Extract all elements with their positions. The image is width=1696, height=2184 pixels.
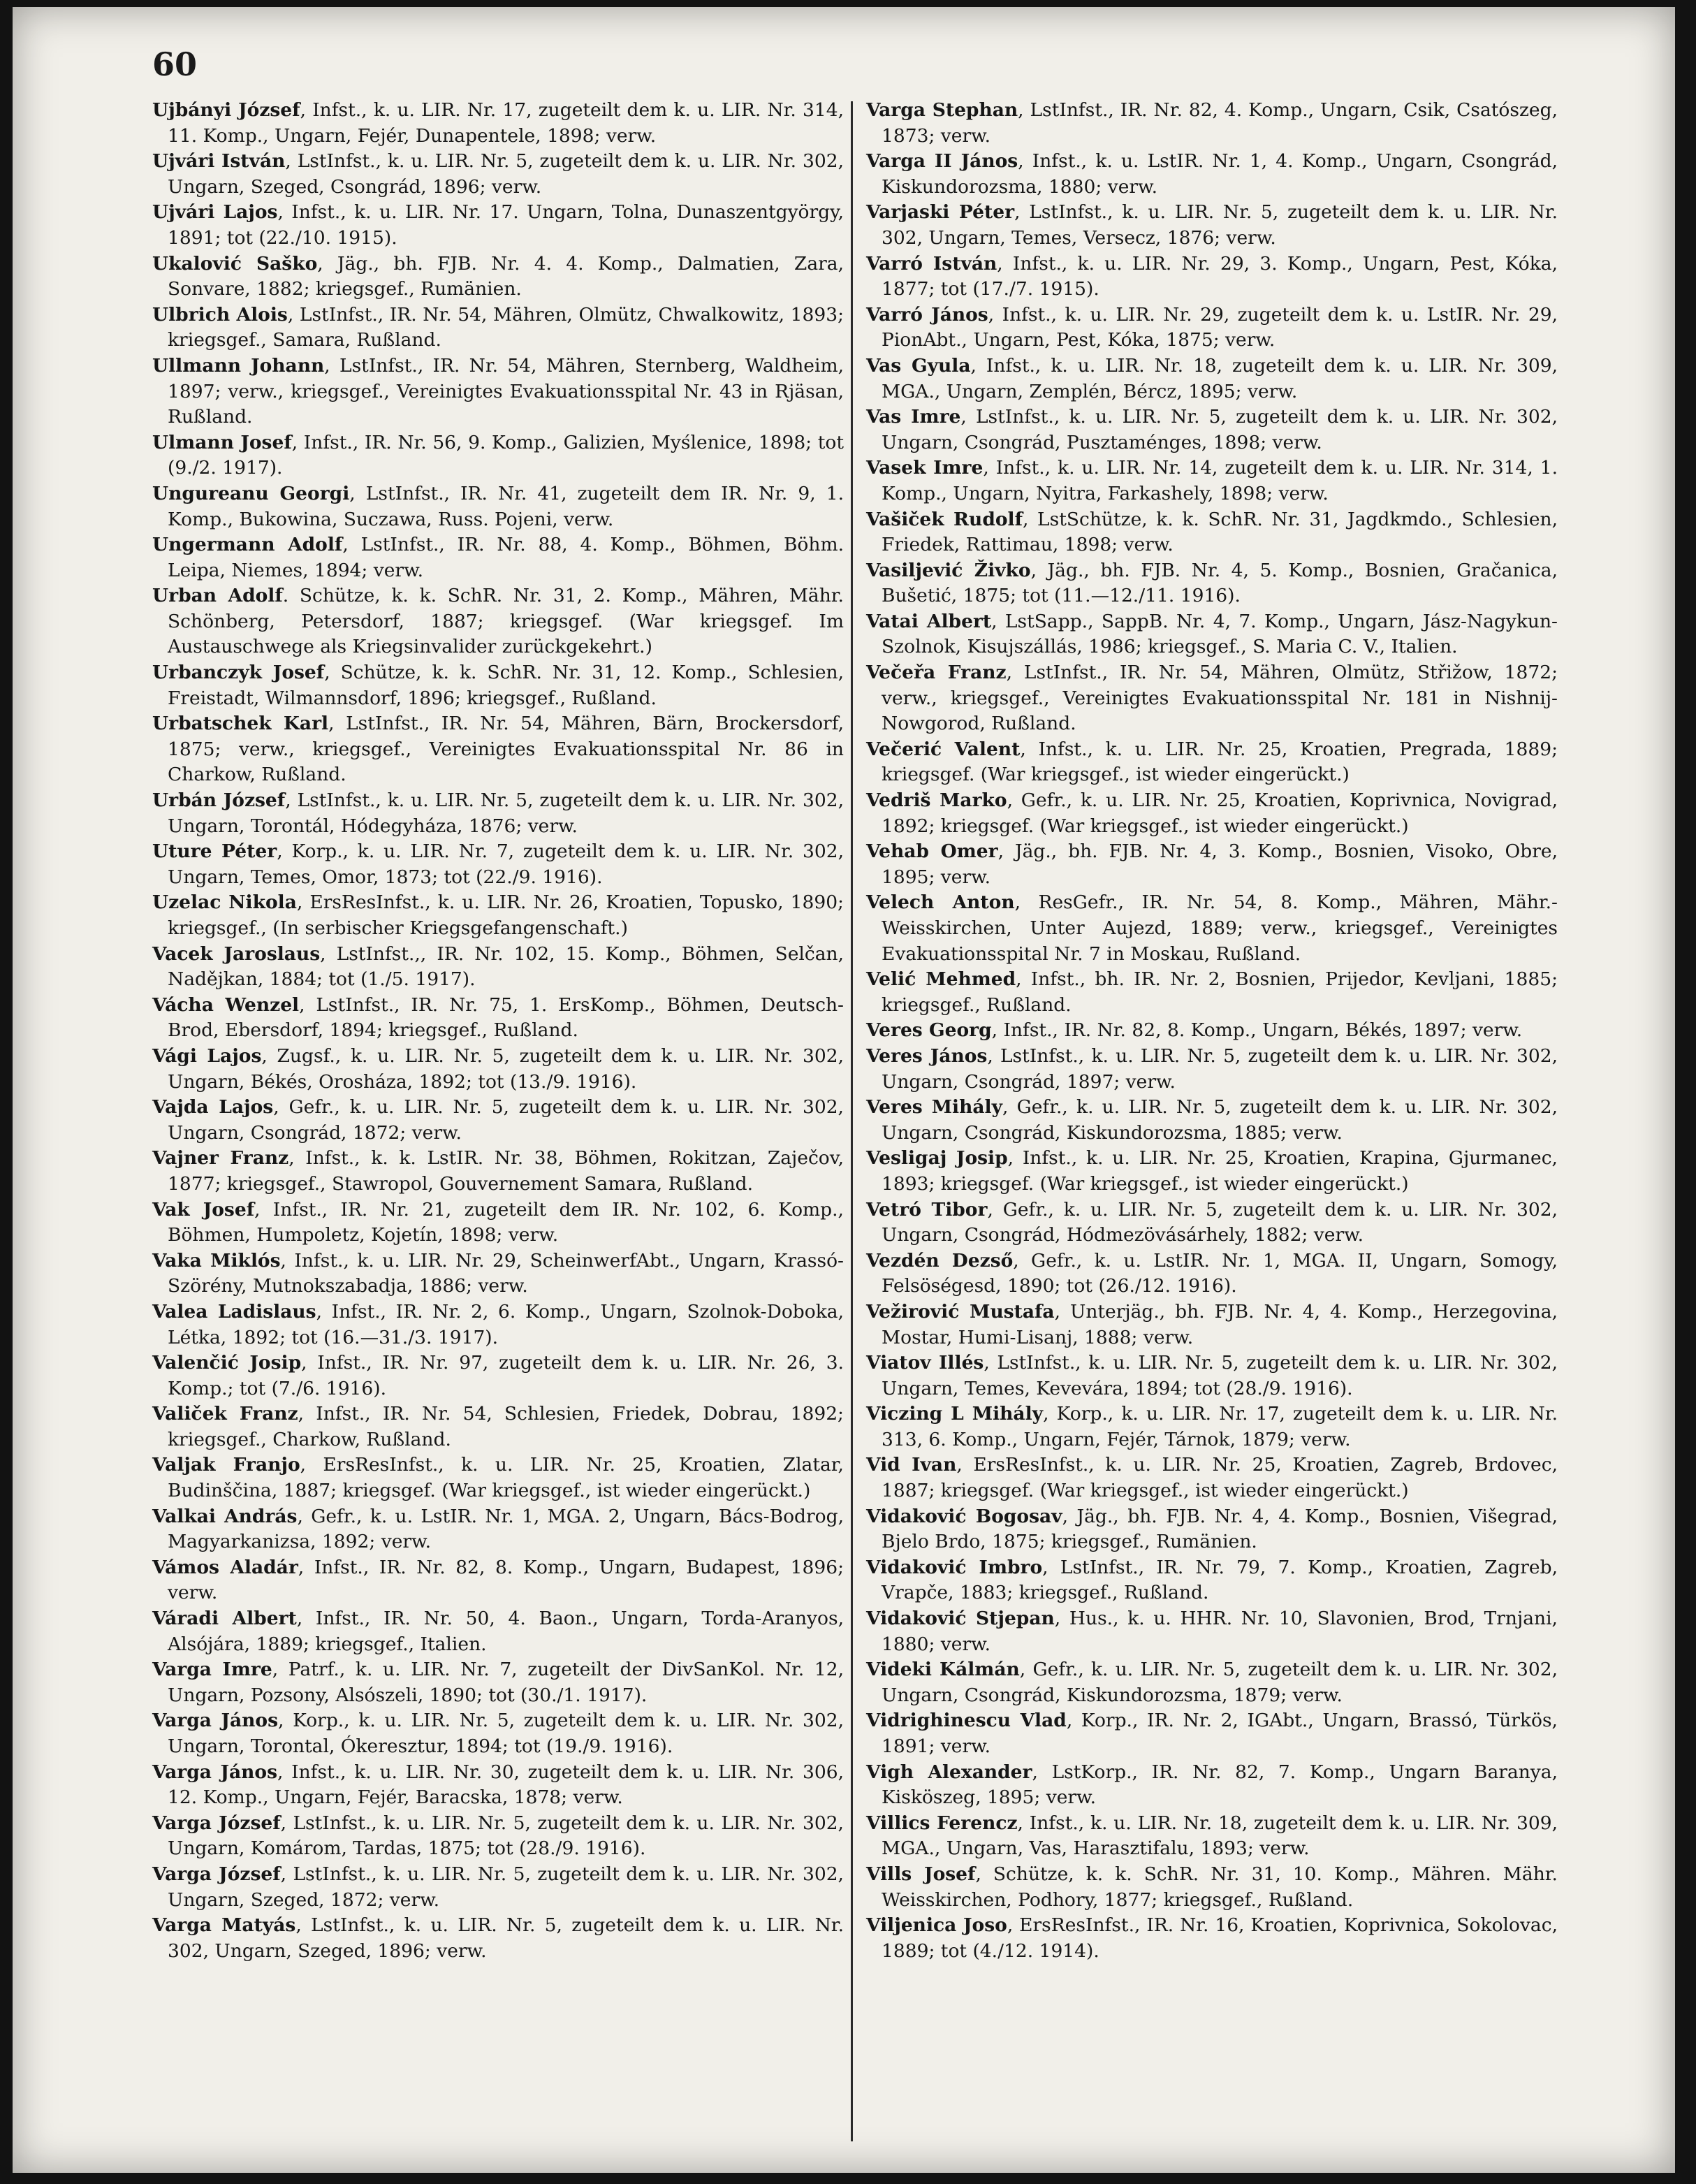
entry-details: , LstInfst., IR. Nr. 54, Mähren, Olmütz, Chwalkowitz, 1893; kriegsgef., Samara, Rußland. — [168, 303, 844, 351]
entry-details: , Gefr., k. u. LIR. Nr. 5, zugeteilt dem k. u. LIR. Nr. 302, Ungarn, Csongrád, Hódmezövásárhely, 1882; verw. — [882, 1198, 1558, 1246]
entry-details: , Gefr., k. u. LIR. Nr. 25, Kroatien, Koprivnica, Novigrad, 1892; kriegsgef. (War kriegsgef., ist wieder eingerückt.) — [882, 789, 1558, 837]
entry-name: Vatai Albert — [866, 610, 992, 632]
entry-name: Vezdén Dezső — [866, 1249, 1014, 1272]
entry-name: Vaka Miklós — [152, 1249, 281, 1272]
entry — [152, 1913, 844, 1964]
entry-details: , LstInfst., k. u. LIR. Nr. 5, zugeteilt dem k. u. LIR. Nr. 302, Ungarn, Komárom, Tardas, 1875; tot (28./9. 1916). — [168, 1812, 844, 1860]
entry — [866, 890, 1558, 967]
page — [13, 7, 1675, 2173]
entry-name: Varga Stephan — [866, 99, 1018, 121]
entry — [152, 788, 844, 839]
entry — [152, 1197, 844, 1248]
entry-name: Ulmann Josef — [152, 431, 292, 453]
entry-details: , Gefr., k. u. LstIR. Nr. 1, MGA. 2, Ungarn, Bács-Bodrog, Magyarkanizsa, 1892; verw. — [168, 1505, 844, 1553]
entry-details: , ErsResInfst., k. u. LIR. Nr. 25, Kroatien, Zlatar, Budinščina, 1887; kriegsgef. (War kriegsgef., ist wieder eingerückt.) — [168, 1454, 844, 1502]
entry — [152, 481, 844, 532]
entry-name: Varga II János — [866, 150, 1018, 173]
entry-details: , Patrf., k. u. LIR. Nr. 7, zugeteilt der DivSanKol. Nr. 12, Ungarn, Pozsony, Alsószeli, 1890; tot (30./1. 1917). — [168, 1659, 844, 1706]
entry-name: Vasiljević Živko — [866, 559, 1031, 581]
entry — [152, 583, 844, 660]
entry — [152, 430, 844, 481]
entry-name: Ukalović Saško — [152, 252, 318, 275]
entry-details: , Infst., IR. Nr. 97, zugeteilt dem k. u. LIR. Nr. 26, 3. Komp.; tot (7./6. 1916). — [168, 1352, 844, 1399]
entry-name: Vajner Franz — [152, 1147, 289, 1170]
entry — [152, 1555, 844, 1606]
entry — [152, 1760, 844, 1811]
entry-details: , Korp., k. u. LIR. Nr. 5, zugeteilt dem k. u. LIR. Nr. 302, Ungarn, Torontal, Ókeresztur, 1894; tot (19./9. 1916). — [168, 1710, 844, 1757]
entry-details: , Infst., IR. Nr. 2, 6. Komp., Ungarn, Szolnok-Doboka, Létka, 1892; tot (16.—31./3. 1917). — [168, 1300, 845, 1348]
entry-details: , LstInfst., IR. Nr. 41, zugeteilt dem IR. Nr. 9, 1. Komp., Bukowina, Suczawa, Russ. Pojeni, verw. — [168, 482, 844, 530]
entry — [866, 737, 1558, 788]
entry-name: Vasek Imre — [866, 457, 984, 479]
entry-details: , LstInfst., k. u. LIR. Nr. 5, zugeteilt dem k. u. LIR. Nr. 302, Ungarn, Szeged, Csongrád, 1896; verw. — [168, 150, 844, 198]
entry-name: Villics Ferencz — [866, 1812, 1018, 1834]
entry — [152, 1708, 844, 1759]
entry — [866, 1402, 1558, 1453]
entry-details: , Jäg., bh. FJB. Nr. 4, 3. Komp., Bosnien, Visoko, Obre, 1895; verw. — [882, 840, 1558, 888]
entry-name: Vigh Alexander — [866, 1761, 1032, 1783]
entry — [866, 303, 1558, 354]
entry — [866, 507, 1558, 558]
entry-name: Vas Imre — [866, 406, 961, 428]
entry-name: Vámos Aladár — [152, 1556, 298, 1578]
entry — [866, 456, 1558, 507]
entry-name: Urbanczyk Josef — [152, 662, 325, 684]
entry — [866, 354, 1558, 405]
entry-details: , LstInfst., IR. Nr. 75, 1. ErsKomp., Böhmen, Deutsch-Brod, Ebersdorf, 1894; kriegsgef., Rußland. — [168, 993, 844, 1042]
entry — [152, 993, 844, 1044]
entry — [152, 1044, 844, 1095]
entry — [152, 200, 844, 251]
entry-details: , Infst., k. k. LstIR. Nr. 38, Böhmen, Rokitzan, Zaječov, 1877; kriegsgef., Stawropol, Gouvernement Samara, Rußland. — [168, 1147, 844, 1195]
entry-details: , Infst., k. u. LIR. Nr. 17, zugeteilt dem k. u. LIR. Nr. 314, 11. Komp., Ungarn, Fejér, Dunapentele, 1898; verw. — [168, 99, 845, 147]
entry-name: Viljenica Joso — [866, 1914, 1007, 1937]
entry-name: Vežirović Mustafa — [866, 1300, 1055, 1323]
page-number: 60 — [152, 45, 198, 83]
entry-details: , Korp., k. u. LIR. Nr. 17, zugeteilt dem k. u. LIR. Nr. 313, 6. Komp., Ungarn, Fejér, Tárnok, 1879; verw. — [882, 1403, 1558, 1450]
entry-name: Ujvári Lajos — [152, 201, 278, 224]
entry — [866, 1862, 1558, 1913]
entry-name: Urbatschek Karl — [152, 713, 329, 735]
entry-name: Varjaski Péter — [866, 201, 1015, 224]
entry-details: , Jäg., bh. FJB. Nr. 4, 5. Komp., Bosnien, Gračanica, Bušetić, 1875; tot (11.—12./11. 1916). — [882, 559, 1558, 607]
entry-details: , LstInfst., k. u. LIR. Nr. 5, zugeteilt dem k. u. LIR. Nr. 302, Ungarn, Csongrád, 1897; verw. — [882, 1044, 1558, 1093]
entry — [152, 942, 844, 993]
entry — [866, 558, 1558, 609]
entry-details: , Unterjäg., bh. FJB. Nr. 4, 4. Komp., Herzegovina, Mostar, Humi-Lisanj, 1888; verw. — [882, 1300, 1558, 1348]
entry — [152, 1504, 844, 1555]
entry-details: , Infst., k. u. LIR. Nr. 30, zugeteilt dem k. u. LIR. Nr. 306, 12. Komp., Ungarn, Fejér, Baracska, 1878; verw. — [168, 1761, 844, 1809]
entry-details: , Infst., IR. Nr. 54, Schlesien, Friedek, Dobrau, 1892; kriegsgef., Charkow, Rußland. — [168, 1403, 844, 1450]
entry-details: , LstInfst., IR. Nr. 79, 7. Komp., Kroatien, Zagreb, Vrapče, 1883; kriegsgef., Rußland. — [882, 1556, 1558, 1604]
entry — [152, 1146, 844, 1197]
entry-name: Uture Péter — [152, 840, 277, 863]
entry — [152, 1351, 844, 1402]
entry — [152, 532, 844, 583]
entry — [152, 890, 844, 941]
entry-details: , Schütze, k. k. SchR. Nr. 31, 10. Komp., Mähren. Mähr. Weisskirchen, Podhory, 1877; kriegsgef., Rußland. — [882, 1863, 1558, 1911]
entry-name: Varga József — [152, 1812, 281, 1834]
entry-details: , Infst., k. u. LIR. Nr. 29, zugeteilt dem k. u. LstIR. Nr. 29, PionAbt., Ungarn, Pest, Kóka, 1875; verw. — [882, 303, 1558, 351]
left-column — [152, 98, 844, 1964]
entry-details: , Korp., k. u. LIR. Nr. 7, zugeteilt dem k. u. LIR. Nr. 302, Ungarn, Temes, Omor, 1873; tot (22./9. 1916). — [168, 840, 844, 888]
entry — [866, 1197, 1558, 1248]
entry-details: , Infst., k. u. LIR. Nr. 14, zugeteilt dem k. u. LIR. Nr. 314, 1. Komp., Ungarn, Nyitra, Farkashely, 1898; verw. — [882, 457, 1558, 504]
entry — [866, 788, 1558, 839]
entry-name: Vašiček Rudolf — [866, 508, 1023, 530]
entry-details: , Infst., k. u. LIR. Nr. 25, Kroatien, Krapina, Gjurmanec, 1893; kriegsgef. (War kriegsgef., ist wieder eingerückt.) — [882, 1147, 1558, 1195]
entry-name: Vidaković Bogosav — [866, 1505, 1062, 1527]
entry-name: Varga József — [152, 1863, 281, 1885]
entry-name: Valea Ladislaus — [152, 1300, 316, 1323]
entry-details: , Jäg., bh. FJB. Nr. 4, 4. Komp., Bosnien, Višegrad, Bjelo Brdo, 1875; kriegsgef., Rumänien. — [882, 1505, 1558, 1553]
entry-details: , Korp., IR. Nr. 2, IGAbt., Ungarn, Brassó, Türkös, 1891; verw. — [882, 1710, 1558, 1757]
entry-name: Varga János — [152, 1710, 279, 1732]
entry-name: Vid Ivan — [866, 1454, 957, 1476]
entry-details: , Infst., k. u. LIR. Nr. 29, ScheinwerfAbt., Ungarn, Krassó-Szörény, Mutnokszabadja, 1886; verw. — [168, 1249, 844, 1297]
entry — [866, 1044, 1558, 1095]
entry-name: Vesligaj Josip — [866, 1147, 1008, 1170]
entry-name: Váradi Albert — [152, 1608, 297, 1630]
entry-details: , LstInfst.,, IR. Nr. 102, 15. Komp., Böhmen, Selčan, Nadějkan, 1884; tot (1./5. 1917). — [168, 942, 844, 991]
entry-name: Velech Anton — [866, 891, 1015, 914]
entry — [866, 1018, 1558, 1044]
entry-name: Ulbrich Alois — [152, 303, 288, 326]
entry — [152, 149, 844, 200]
entry-name: Vidaković Imbro — [866, 1556, 1043, 1578]
entry-name: Veres Mihály — [866, 1096, 1002, 1119]
entry-details: , LstInfst., k. u. LIR. Nr. 5, zugeteilt dem k. u. LIR. Nr. 302, Ungarn, Temes, Kevevára, 1894; tot (28./9. 1916). — [882, 1352, 1558, 1399]
entry-name: Uzelac Nikola — [152, 891, 297, 914]
entry-name: Viczing L Mihály — [866, 1403, 1044, 1425]
entry — [866, 1760, 1558, 1811]
entry-details: , Gefr., k. u. LIR. Nr. 5, zugeteilt dem k. u. LIR. Nr. 302, Ungarn, Csongrád, 1872; verw. — [168, 1096, 844, 1144]
entry — [866, 200, 1558, 251]
entry-name: Vills Josef — [866, 1863, 976, 1885]
entry-details: , LstInfst., IR. Nr. 88, 4. Komp., Böhmen, Böhm. Leipa, Niemes, 1894; verw. — [168, 534, 844, 581]
entry-name: Varró István — [866, 252, 997, 275]
entry-details: , Jäg., bh. FJB. Nr. 4. 4. Komp., Dalmatien, Zara, Sonvare, 1882; kriegsgef., Rumänien. — [168, 252, 845, 300]
entry — [152, 98, 844, 149]
entry-details: , Infst., bh. IR. Nr. 2, Bosnien, Prijedor, Kevljani, 1885; kriegsgef., Rußland. — [882, 968, 1558, 1016]
entry-details: , Gefr., k. u. LIR. Nr. 5, zugeteilt dem k. u. LIR. Nr. 302, Ungarn, Csongrád, Kiskundorozsma, 1885; verw. — [882, 1096, 1558, 1144]
entry — [866, 1504, 1558, 1555]
entry-details: , LstInfst., k. u. LIR. Nr. 5, zugeteilt dem k. u. LIR. Nr. 302, Ungarn, Csongrád, Pusztaménges, 1898; verw. — [882, 406, 1558, 453]
entry-name: Urban Adolf — [152, 585, 283, 607]
entry-name: Veres János — [866, 1044, 988, 1067]
entry-name: Valkai András — [152, 1505, 298, 1527]
entry — [866, 1811, 1558, 1862]
entry — [866, 1095, 1558, 1146]
entry — [866, 1146, 1558, 1197]
entry — [152, 252, 844, 303]
entry — [152, 1402, 844, 1453]
entry-details: , LstKorp., IR. Nr. 82, 7. Komp., Ungarn Baranya, Kisköszeg, 1895; verw. — [882, 1761, 1558, 1809]
entry-name: Varga János — [152, 1761, 278, 1783]
entry-details: , Schütze, k. k. SchR. Nr. 31, 12. Komp., Schlesien, Freistadt, Wilmannsdorf, 1896; kriegsgef., Rußland. — [168, 662, 844, 709]
entry-name: Varga Imre — [152, 1659, 272, 1681]
entry-details: , Zugsf., k. u. LIR. Nr. 5, zugeteilt dem k. u. LIR. Nr. 302, Ungarn, Békés, Orosháza, 1892; tot (13./9. 1916). — [168, 1044, 844, 1093]
entry-name: Ujvári István — [152, 150, 286, 173]
entry-name: Valenčić Josip — [152, 1352, 302, 1374]
entry-name: Varga Matyás — [152, 1914, 296, 1937]
entry-name: Vági Lajos — [152, 1044, 262, 1067]
entry-details: , LstInfst., k. u. LIR. Nr. 5, zugeteilt dem k. u. LIR. Nr. 302, Ungarn, Torontál, Hódegyháza, 1876; verw. — [168, 789, 844, 837]
entry — [152, 1811, 844, 1862]
entry-name: Videki Kálmán — [866, 1659, 1020, 1681]
entry-name: Vajda Lajos — [152, 1096, 274, 1119]
entry — [866, 609, 1558, 660]
entry-details: , LstInfst., k. u. LIR. Nr. 5, zugeteilt dem k. u. LIR. Nr. 302, Ungarn, Szeged, 1872; verw. — [168, 1863, 844, 1911]
entry-details: , Hus., k. u. HHR. Nr. 10, Slavonien, Brod, Trnjani, 1880; verw. — [882, 1608, 1558, 1655]
entry — [866, 1248, 1558, 1300]
entry-details: , LstInfst., IR. Nr. 54, Mähren, Sternberg, Waldheim, 1897; verw., kriegsgef., Vereinigtes Evakuationsspital Nr. 43 in Rjäsan, Rußland. — [168, 354, 844, 428]
entry-name: Veres Georg — [866, 1019, 992, 1042]
entry — [152, 1606, 844, 1657]
entry — [866, 1606, 1558, 1657]
entry — [866, 1300, 1558, 1351]
entry-name: Vedriš Marko — [866, 789, 1007, 812]
entry-name: Velić Mehmed — [866, 968, 1016, 991]
column-divider — [851, 101, 853, 2141]
entry-details: , LstSapp., SappB. Nr. 4, 7. Komp., Ungarn, Jász-Nagykun-Szolnok, Kisujszállás, 1986; kriegsgef., S. Maria C. V., Italien. — [882, 610, 1558, 658]
entry-details: , ErsResInfst., k. u. LIR. Nr. 26, Kroatien, Topusko, 1890; kriegsgef., (In serbischer Kriegsgefangenschaft.) — [168, 891, 844, 939]
entry-details: , ResGefr., IR. Nr. 54, 8. Komp., Mähren, Mähr.-Weisskirchen, Unter Aujezd, 1889; verw., kriegsgef., Vereinigtes Evakuationsspital Nr. 7 in Moskau, Rußland. — [882, 891, 1558, 965]
entry — [152, 660, 844, 711]
entry — [866, 1708, 1558, 1759]
entry — [866, 405, 1558, 456]
entry — [152, 1657, 844, 1708]
entry-name: Ujbányi József — [152, 99, 300, 121]
entry-details: . Schütze, k. k. SchR. Nr. 31, 2. Komp., Mähren, Mähr. Schönberg, Petersdorf, 1887; kriegsgef. (War kriegsgef. Im Austauschwege als Kriegsinvalider zurückgekehrt.) — [168, 585, 844, 658]
entry-details: , Infst., IR. Nr. 82, 8. Komp., Ungarn, Békés, 1897; verw. — [991, 1019, 1523, 1042]
entry — [152, 1862, 844, 1913]
entry-name: Večeřa Franz — [866, 662, 1007, 684]
entry-name: Ungermann Adolf — [152, 534, 343, 556]
entry-name: Vidrighinescu Vlad — [866, 1710, 1067, 1732]
entry — [866, 839, 1558, 890]
entry-details: , Infst., k. u. LIR. Nr. 18, zugeteilt dem k. u. LIR. Nr. 309, MGA., Ungarn, Zemplén, Bércz, 1895; verw. — [882, 354, 1558, 402]
entry-details: , ErsResInfst., IR. Nr. 16, Kroatien, Koprivnica, Sokolovac, 1889; tot (4./12. 1914). — [882, 1914, 1558, 1962]
entry-name: Vas Gyula — [866, 354, 971, 377]
entry-name: Valiček Franz — [152, 1403, 298, 1425]
entry-details: , Infst., IR. Nr. 50, 4. Baon., Ungarn, Torda-Aranyos, Alsójára, 1889; kriegsgef., Italien. — [168, 1608, 844, 1655]
entry — [152, 839, 844, 890]
entry-details: , Infst., k. u. LIR. Nr. 25, Kroatien, Pregrada, 1889; kriegsgef. (War kriegsgef., ist wieder eingerückt.) — [882, 738, 1558, 786]
entry-details: , LstInfst., IR. Nr. 54, Mähren, Olmütz, Střižow, 1872; verw., kriegsgef., Vereinigtes Evakuationsspital Nr. 181 in Nishnij-Nowgorod, Rußland. — [882, 662, 1558, 735]
entry-details: , ErsResInfst., k. u. LIR. Nr. 25, Kroatien, Zagreb, Brdovec, 1887; kriegsgef. (War kriegsgef., ist wieder eingerückt.) — [882, 1454, 1558, 1502]
entry — [866, 1351, 1558, 1402]
entry-details: , Infst., k. u. LIR. Nr. 18, zugeteilt dem k. u. LIR. Nr. 309, MGA., Ungarn, Vas, Harasztifalu, 1893; verw. — [882, 1812, 1558, 1860]
entry-name: Valjak Franjo — [152, 1454, 300, 1476]
entry-details: , Infst., IR. Nr. 21, zugeteilt dem IR. Nr. 102, 6. Komp., Böhmen, Humpoletz, Kojetín, 1898; verw. — [168, 1198, 844, 1246]
entry — [866, 149, 1558, 200]
entry-name: Varró János — [866, 303, 988, 326]
entry-name: Ungureanu Georgi — [152, 482, 350, 504]
entry-details: , LstSchütze, k. k. SchR. Nr. 31, Jagdkmdo., Schlesien, Friedek, Rattimau, 1898; verw. — [882, 508, 1558, 556]
entry-details: , LstInfst., k. u. LIR. Nr. 5, zugeteilt dem k. u. LIR. Nr. 302, Ungarn, Temes, Versecz, 1876; verw. — [882, 201, 1558, 249]
entry — [866, 1657, 1558, 1708]
entry-name: Vácha Wenzel — [152, 993, 300, 1016]
entry-details: , LstInfst., IR. Nr. 82, 4. Komp., Ungarn, Csik, Csatószeg, 1873; verw. — [882, 99, 1558, 147]
entry-details: , Gefr., k. u. LIR. Nr. 5, zugeteilt dem k. u. LIR. Nr. 302, Ungarn, Csongrád, Kiskundorozsma, 1879; verw. — [882, 1659, 1558, 1706]
entry-details: , Infst., k. u. LstIR. Nr. 1, 4. Komp., Ungarn, Csongrád, Kiskundorozsma, 1880; verw. — [882, 150, 1558, 198]
entry — [152, 1248, 844, 1300]
entry-name: Vacek Jaroslaus — [152, 942, 321, 965]
entry — [866, 1453, 1558, 1504]
entry-details: , LstInfst., k. u. LIR. Nr. 5, zugeteilt dem k. u. LIR. Nr. 302, Ungarn, Szeged, 1896; verw. — [168, 1914, 844, 1962]
entry-name: Viatov Illés — [866, 1352, 984, 1374]
entry-name: Urbán József — [152, 789, 286, 812]
entry-name: Ullmann Johann — [152, 354, 325, 377]
entry-name: Vehab Omer — [866, 840, 998, 863]
right-column — [866, 98, 1558, 1964]
entry-details: , Gefr., k. u. LstIR. Nr. 1, MGA. II, Ungarn, Somogy, Felsöségesd, 1890; tot (26./12. 1916). — [882, 1249, 1558, 1297]
entry — [152, 303, 844, 354]
entry — [866, 660, 1558, 737]
entry — [866, 967, 1558, 1018]
entry-details: , Infst., k. u. LIR. Nr. 17. Ungarn, Tolna, Dunaszentgyörgy, 1891; tot (22./10. 1915). — [168, 201, 844, 249]
entry-name: Vak Josef — [152, 1198, 255, 1221]
entry — [866, 1913, 1558, 1964]
entry — [152, 1453, 844, 1504]
entry — [152, 354, 844, 430]
entry — [866, 252, 1558, 303]
entry-details: , Infst., IR. Nr. 56, 9. Komp., Galizien, Myślenice, 1898; tot (9./2. 1917). — [168, 431, 844, 479]
entry-name: Vetró Tibor — [866, 1198, 988, 1221]
entry-name: Vidaković Stjepan — [866, 1608, 1055, 1630]
entry — [152, 1300, 844, 1351]
entry-details: , LstInfst., IR. Nr. 54, Mähren, Bärn, Brockersdorf, 1875; verw., kriegsgef., Vereinigtes Evakuationsspital Nr. 86 in Charkow, Rußland. — [168, 713, 844, 786]
entry — [866, 1555, 1558, 1606]
entry — [152, 711, 844, 788]
entry — [152, 1095, 844, 1146]
entry-name: Večerić Valent — [866, 738, 1021, 760]
entry-details: , Infst., k. u. LIR. Nr. 29, 3. Komp., Ungarn, Pest, Kóka, 1877; tot (17./7. 1915). — [882, 252, 1558, 300]
entry-details: , Infst., IR. Nr. 82, 8. Komp., Ungarn, Budapest, 1896; verw. — [168, 1556, 844, 1604]
entry — [866, 98, 1558, 149]
